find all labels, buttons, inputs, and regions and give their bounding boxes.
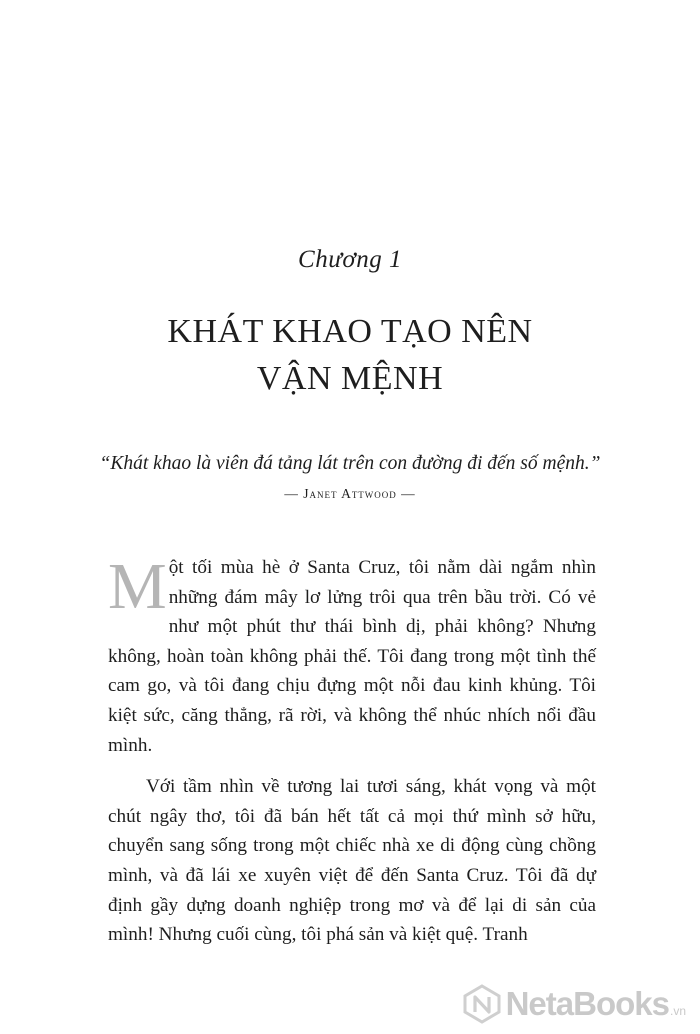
chapter-title-line-1: KHÁT KHAO TẠO NÊN — [167, 313, 533, 350]
watermark — [462, 984, 686, 1024]
netabooks-logo-icon — [462, 984, 502, 1024]
paragraph-2: Với tầm nhìn về tương lai tươi sáng, khát vọng và một chút ngây thơ, tôi đã bán hết tất cả mọi thứ mình sở hữu, chuyển sang sống trong một chiếc nhà xe di động cùng chồng mình, và đã lái xe xuyên việt để đến Santa Cruz. Tôi đã dự định gầy dựng doanh nghiệp trong mơ và để lại di sản của mình! Nhưng cuối cùng, tôi phá sản và kiệt quệ. Tranh — [108, 776, 596, 946]
chapter-title-line-2: VẬN MỆNH — [256, 360, 444, 397]
paragraph-1 — [108, 550, 596, 760]
watermark-text: NetaBooks — [505, 985, 669, 1022]
paragraph-1-text: ột tối mùa hè ở Santa Cruz, tôi nằm dài ngắm nhìn những đám mây lơ lửng trôi qua trên bầu trời. Có vẻ như một phút thư thái bình dị, phải không? Nhưng không, hoàn toàn không phải thế. Tôi đang trong một tình thế cam go, và tôi đang chịu đựng một nỗi đau kinh khủng. Tôi kiệt sức, căng thẳng, rã rời, và không thể nhúc nhích nổi đầu mình. — [108, 557, 596, 756]
epigraph-quote: “Khát khao là viên đá tảng lát trên con đường đi đến số mệnh.” — [99, 453, 601, 474]
drop-cap: M — [108, 550, 167, 623]
body-text — [108, 550, 596, 962]
watermark-suffix: .vn — [669, 1004, 686, 1018]
chapter-label: Chương 1 — [298, 246, 402, 273]
chapter-title — [0, 308, 700, 402]
epigraph-author: — Janet Attwood — — [284, 486, 416, 501]
